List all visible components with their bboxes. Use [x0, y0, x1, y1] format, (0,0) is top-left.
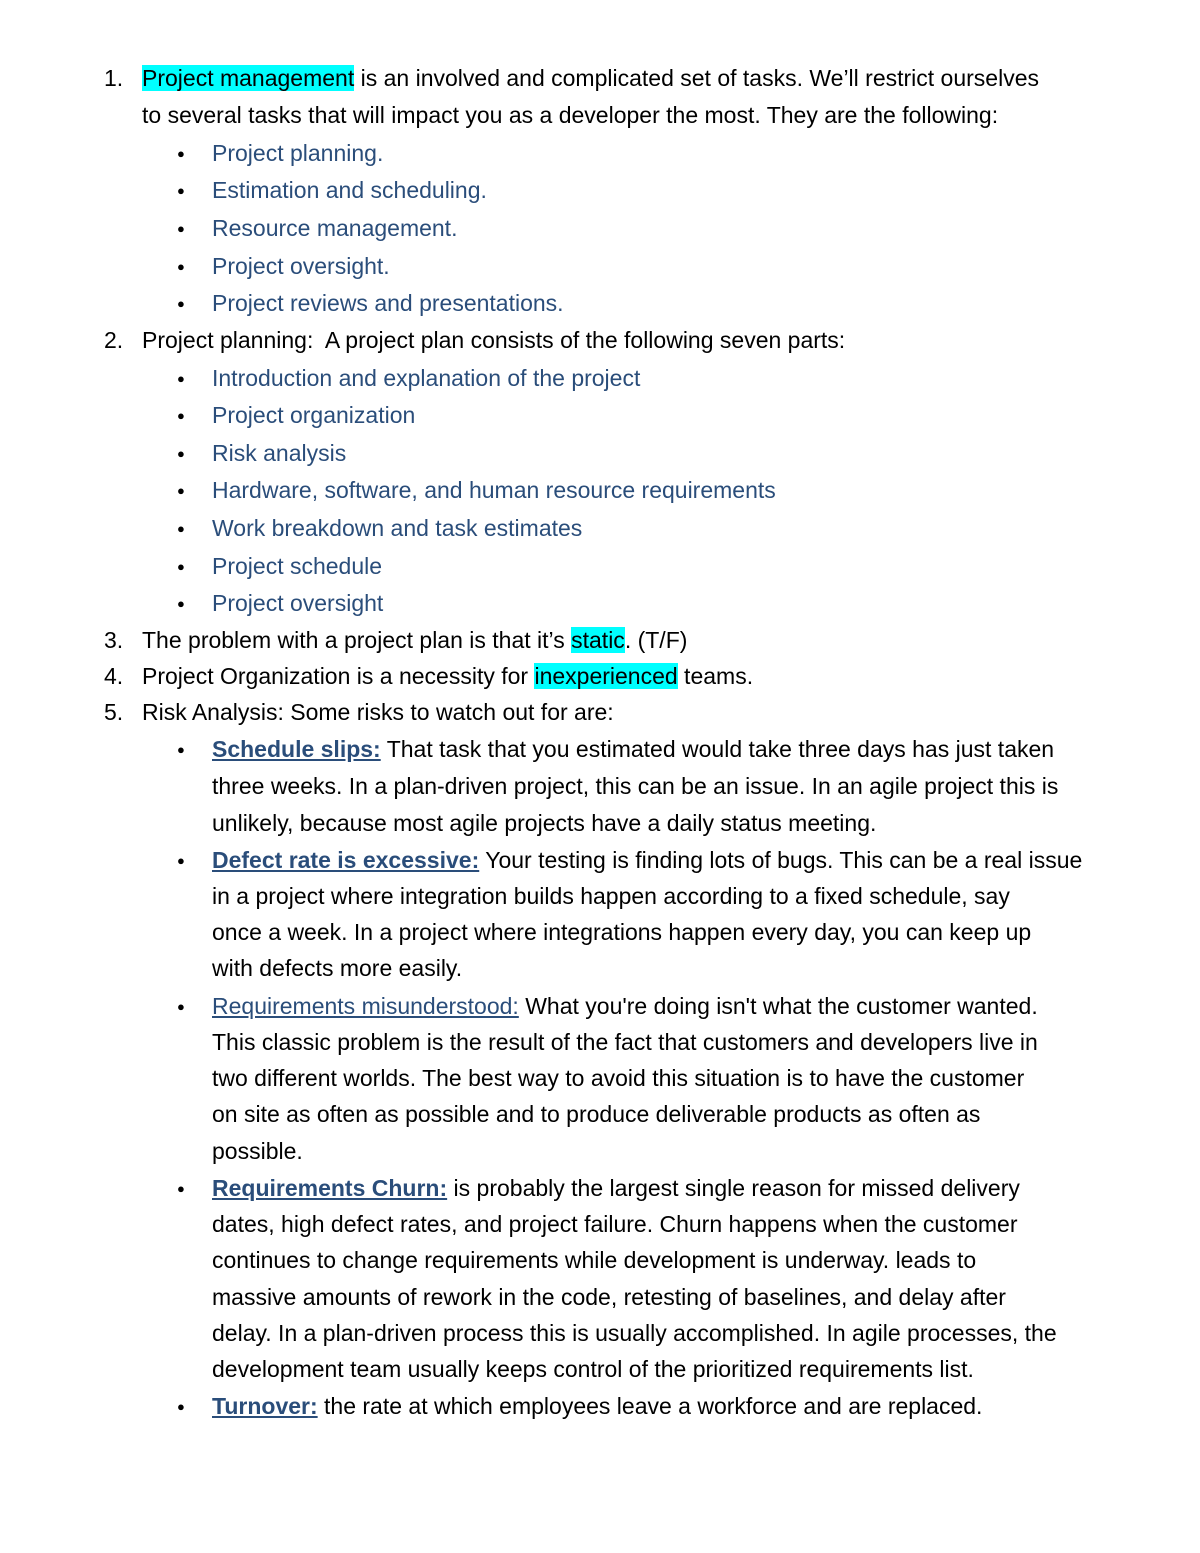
bullet-text: Work breakdown and task estimates	[212, 515, 583, 541]
list-number: 1.	[104, 65, 124, 91]
list-text-rest: is an involved and complicated set of tasks. We’ll restrict ourselves	[354, 65, 1039, 91]
bullet-icon: ●	[177, 559, 185, 574]
list-number: 3.	[104, 627, 124, 653]
bullet-icon: ●	[177, 408, 185, 423]
risk-text: three weeks. In a plan-driven project, this can be an issue. In an agile project this is	[212, 773, 1059, 799]
list-number: 5.	[104, 699, 124, 725]
risk-term: Requirements Churn:	[212, 1175, 448, 1201]
risk-text: the rate at which employees leave a workforce and are replaced.	[317, 1393, 983, 1419]
risk-term: Turnover:	[212, 1393, 318, 1419]
bullet-icon: ●	[177, 146, 185, 161]
bullet-icon: ●	[177, 999, 185, 1014]
bullet-icon: ●	[177, 371, 185, 386]
bullet-text: Estimation and scheduling.	[212, 177, 487, 203]
risk-text: possible.	[212, 1138, 303, 1164]
bullet-icon: ●	[177, 183, 185, 198]
bullet-text: Project schedule	[212, 553, 383, 579]
risk-line	[212, 731, 1054, 768]
bullet-text: Project reviews and presentations.	[212, 290, 564, 316]
bullet-text: Risk analysis	[212, 440, 347, 466]
bullet-icon: ●	[177, 521, 185, 536]
bullet-text: Resource management.	[212, 215, 458, 241]
bullet-icon: ●	[177, 483, 185, 498]
risk-term: Requirements misunderstood:	[212, 993, 519, 1019]
risk-text: continues to change requirements while development is underway. leads to	[212, 1247, 977, 1273]
risk-text: is probably the largest single reason for missed delivery	[447, 1175, 1020, 1201]
risk-text: unlikely, because most agile projects have a daily status meeting.	[212, 810, 877, 836]
bullet-icon: ●	[177, 742, 185, 757]
risk-line	[212, 842, 1082, 879]
risk-text: Your testing is finding lots of bugs. This can be a real issue	[479, 847, 1083, 873]
risk-text: This classic problem is the result of the fact that customers and developers live in	[212, 1029, 1038, 1055]
bullet-icon: ●	[177, 446, 185, 461]
list-text	[142, 60, 1142, 97]
bullet-text: Introduction and explanation of the project	[212, 365, 641, 391]
risk-text: delay. In a plan-driven process this is usually accomplished. In agile processes, the	[212, 1320, 1057, 1346]
risk-text: once a week. In a project where integrations happen every day, you can keep up	[212, 919, 1032, 945]
bullet-icon: ●	[177, 259, 185, 274]
bullet-text: Hardware, software, and human resource requirements	[212, 477, 776, 503]
highlighted-term: Project management	[142, 65, 355, 91]
list-number: 2.	[104, 327, 124, 353]
list-text: Project planning: A project plan consists of the following seven parts:	[142, 327, 846, 353]
risk-line	[212, 1170, 1020, 1207]
highlighted-term: static	[571, 627, 625, 653]
list-text-continued: to several tasks that will impact you as a developer the most. They are the following:	[142, 102, 999, 128]
list-text-before: The problem with a project plan is that it’s	[142, 627, 572, 653]
highlighted-term: inexperienced	[534, 663, 678, 689]
risk-text: dates, high defect rates, and project failure. Churn happens when the customer	[212, 1211, 1018, 1237]
bullet-icon: ●	[177, 296, 185, 311]
list-number: 4.	[104, 663, 124, 689]
list-text-after: teams.	[677, 663, 754, 689]
bullet-text: Project oversight.	[212, 253, 390, 279]
bullet-icon: ●	[177, 596, 185, 611]
bullet-icon: ●	[177, 853, 185, 868]
bullet-text: Project organization	[212, 402, 416, 428]
bullet-icon: ●	[177, 1181, 185, 1196]
risk-term: Schedule slips:	[212, 736, 381, 762]
risk-text: in a project where integration builds happen according to a fixed schedule, say	[212, 883, 1010, 909]
list-text: Risk Analysis: Some risks to watch out for are:	[142, 699, 614, 725]
risk-line	[212, 1388, 982, 1425]
list-text-after: . (T/F)	[624, 627, 688, 653]
bullet-text: Project oversight	[212, 590, 384, 616]
risk-line	[212, 988, 1038, 1025]
risk-text: That task that you estimated would take three days has just taken	[380, 736, 1055, 762]
list-text-before: Project Organization is a necessity for	[142, 663, 535, 689]
risk-text: massive amounts of rework in the code, retesting of baselines, and delay after	[212, 1284, 1006, 1310]
risk-text: development team usually keeps control of the prioritized requirements list.	[212, 1356, 974, 1382]
risk-text: two different worlds. The best way to avoid this situation is to have the customer	[212, 1065, 1025, 1091]
list-text	[142, 658, 1142, 695]
risk-text: on site as often as possible and to produce deliverable products as often as	[212, 1101, 981, 1127]
risk-text: with defects more easily.	[212, 955, 463, 981]
risk-text: What you're doing isn't what the customer wanted.	[518, 993, 1038, 1019]
bullet-icon: ●	[177, 221, 185, 236]
risk-term: Defect rate is excessive:	[212, 847, 480, 873]
bullet-icon: ●	[177, 1399, 185, 1414]
list-text	[142, 622, 1142, 659]
bullet-text: Project planning.	[212, 140, 384, 166]
